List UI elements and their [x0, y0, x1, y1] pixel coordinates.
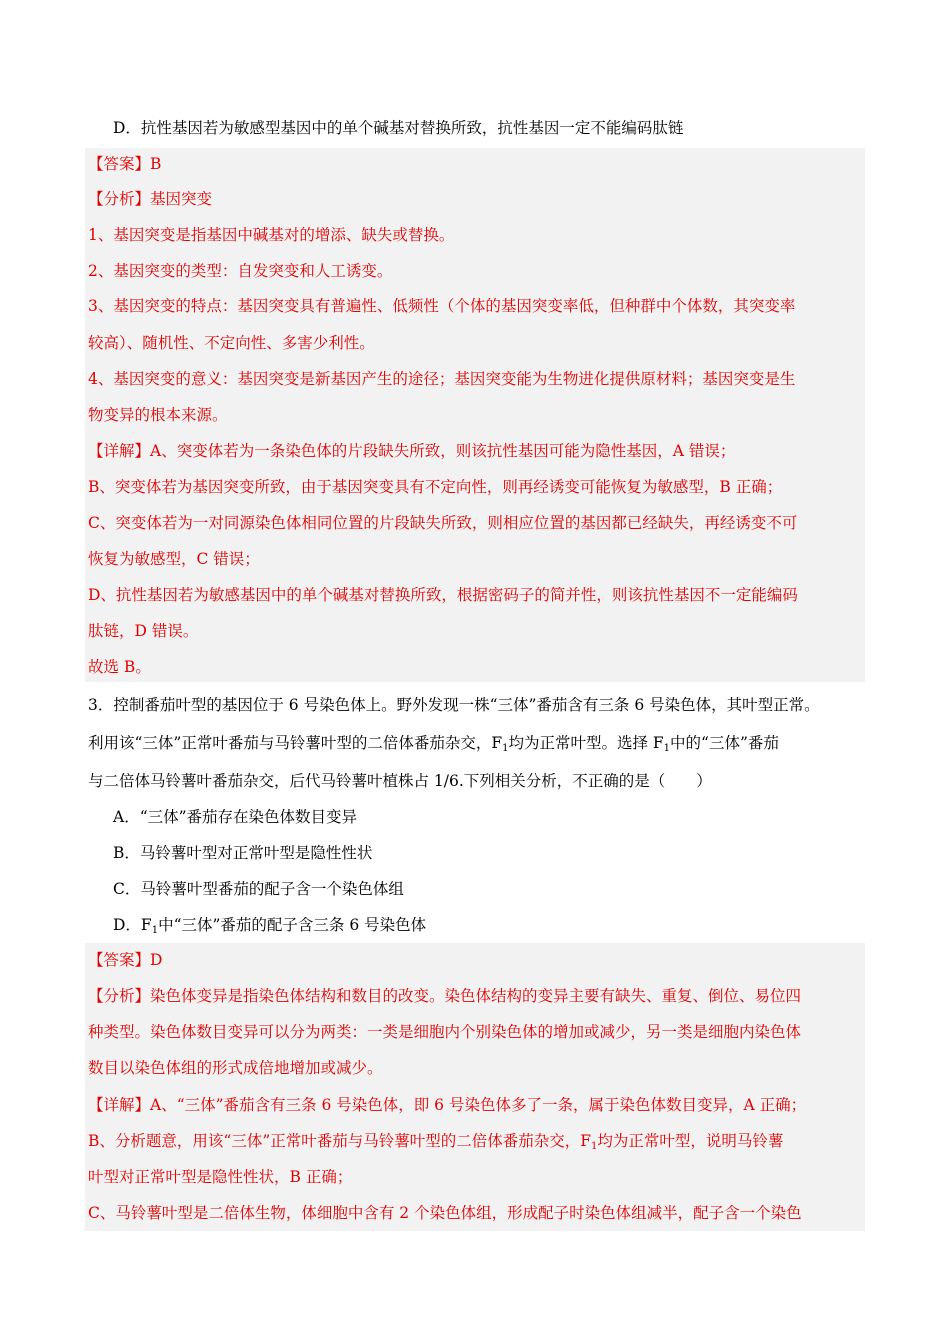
q2-detail-line: D、抗性基因若为敏感基因中的单个碱基对替换所致，根据密码子的简并性，则该抗性基因不一定能编码 — [88, 586, 798, 604]
q2-analysis-line: 1、基因突变是指基因中碱基对的增添、缺失或替换。 — [88, 226, 455, 244]
q3-stem-line: 3．控制番茄叶型的基因位于 6 号染色体上。野外发现一株“三体”番茄含有三条 6 号染色体，其叶型正常。 — [88, 696, 820, 714]
q3-analysis-line: 数目以染色体组的形式成倍地增加或减少。 — [88, 1059, 383, 1077]
q3-stem-line: 利用该“三体”正常叶番茄与马铃薯叶型的二倍体番茄杂交，$F_1$均为正常叶型。选择 $F_1$中的“三体”番茄 — [88, 734, 779, 754]
q2-detail-line: 恢复为敏感型，C 错误； — [88, 550, 260, 568]
q2-analysis-line: 物变异的根本来源。 — [88, 406, 228, 424]
q3-detail-line: C、马铃薯叶型是二倍体生物，体细胞中含有 2 个染色体组，形成配子时染色体组减半，配子含一个染色 — [88, 1204, 802, 1222]
q2-detail-line: B、突变体若为基因突变所致，由于基因突变具有不定向性，则再经诱变可能恢复为敏感型，B 正确； — [88, 478, 783, 496]
q2-analysis-line: 较高）、随机性、不定向性、多害少利性。 — [88, 334, 375, 352]
q3-stem-line: 与二倍体马铃薯叶番茄杂交，后代马铃薯叶植株占 1/6.下列相关分析，不正确的是（ ） — [88, 772, 712, 790]
q3-detail-line: B、分析题意，用该“三体”正常叶番茄与马铃薯叶型的二倍体番茄杂交，$F_1$均为正常叶型，说明马铃薯 — [88, 1132, 784, 1152]
q3-option-d: D．$F_1$中“三体”番茄的配子含三条 6 号染色体 — [113, 916, 427, 936]
q2-conclusion: 故选 B。 — [88, 658, 151, 676]
q2-option-d: D．抗性基因若为敏感型基因中的单个碱基对替换所致，抗性基因一定不能编码肽链 — [113, 119, 684, 137]
q2-detail-line: 肽链，D 错误。 — [88, 622, 199, 640]
q3-answer: 【答案】D — [88, 951, 163, 969]
q2-analysis-line: 4、基因突变的意义：基因突变是新基因产生的途径；基因突变能为生物进化提供原材料；基因突变是生 — [88, 370, 796, 388]
q2-answer: 【答案】B — [88, 155, 162, 173]
q3-analysis-line: 【分析】染色体变异是指染色体结构和数目的改变。染色体结构的变异主要有缺失、重复、倒位、易位四 — [88, 987, 802, 1005]
q2-analysis-title: 【分析】基因突变 — [88, 190, 213, 208]
q3-option-c: C．马铃薯叶型番茄的配子含一个染色体组 — [113, 880, 404, 898]
q3-analysis-line: 种类型。染色体数目变异可以分为两类：一类是细胞内个别染色体的增加或减少，另一类是细胞内染色体 — [88, 1023, 802, 1041]
q3-option-b: B．马铃薯叶型对正常叶型是隐性性状 — [113, 844, 373, 862]
q2-detail-line: 【详解】A、突变体若为一条染色体的片段缺失所致，则该抗性基因可能为隐性基因，A 错误； — [88, 442, 736, 460]
q2-analysis-line: 3、基因突变的特点：基因突变具有普遍性、低频性（个体的基因突变率低，但种群中个体数，其突变率 — [88, 297, 796, 315]
q2-analysis-line: 2、基因突变的类型：自发突变和人工诱变。 — [88, 262, 393, 280]
q3-detail-line: 【详解】A、“三体”番茄含有三条 6 号染色体，即 6 号染色体多了一条，属于染色体数目变异，A 正确； — [88, 1096, 807, 1114]
q3-detail-line: 叶型对正常叶型是隐性性状，B 正确； — [88, 1168, 353, 1186]
q3-option-a: A．“三体”番茄存在染色体数目变异 — [113, 808, 358, 826]
q2-detail-line: C、突变体若为一对同源染色体相同位置的片段缺失所致，则相应位置的基因都已经缺失，再经诱变不可 — [88, 514, 798, 532]
